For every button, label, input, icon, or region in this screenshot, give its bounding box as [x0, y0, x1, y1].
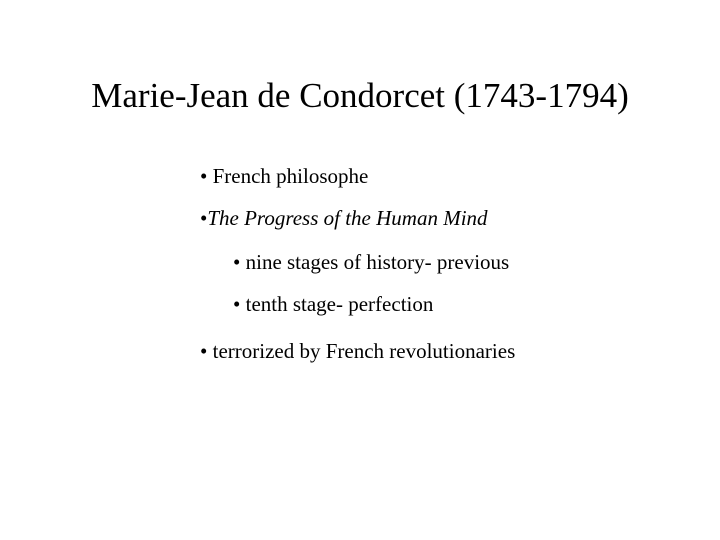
bullet-text: French philosophe	[212, 164, 369, 188]
bullet-marker: •	[200, 164, 208, 188]
bullet-text: tenth stage- perfection	[245, 292, 434, 316]
bullet-marker: •	[200, 339, 208, 363]
bullet-item	[200, 204, 488, 232]
sub-bullet-item	[233, 248, 509, 276]
slide-title: Marie-Jean de Condorcet (1743-1794)	[91, 76, 629, 115]
bullet-marker: •	[200, 206, 208, 230]
bullet-text: nine stages of history- previous	[245, 250, 510, 274]
bullet-marker: •	[233, 250, 241, 274]
bullet-text: terrorized by French revolutionaries	[212, 339, 516, 363]
bullet-item	[200, 337, 515, 365]
sub-bullet-item	[233, 290, 433, 318]
bullet-text-book-title: The Progress of the Human Mind	[207, 206, 488, 230]
bullet-item	[200, 162, 368, 190]
bullet-marker: •	[233, 292, 241, 316]
